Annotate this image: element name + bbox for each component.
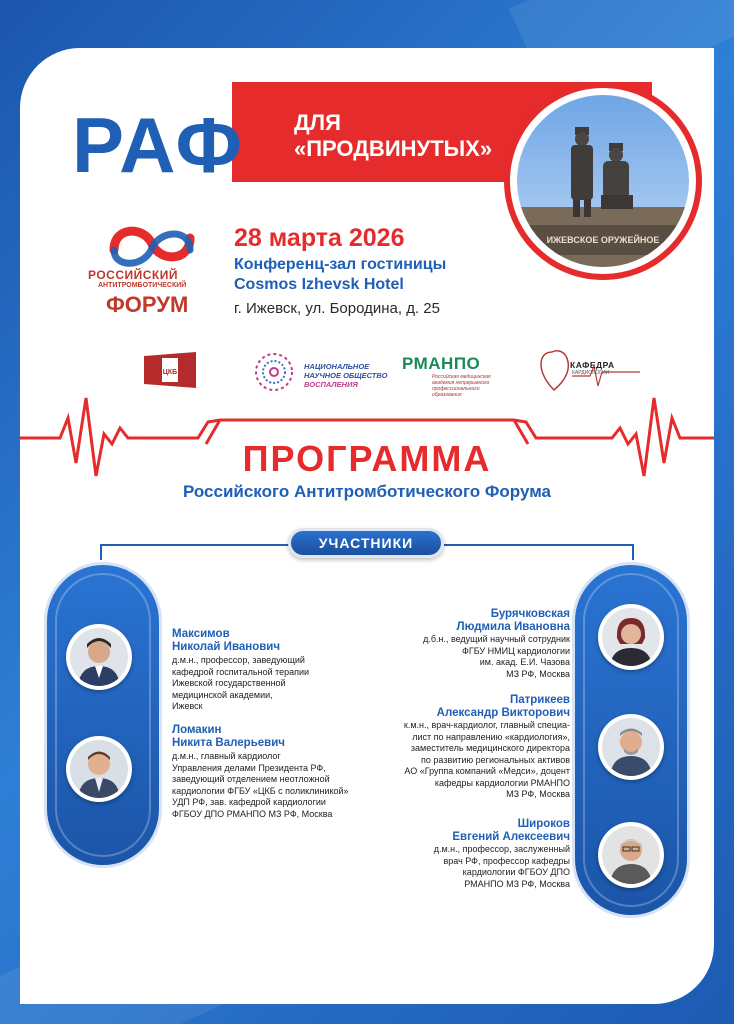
desc-line: им. акад. Е.И. Чазова bbox=[479, 657, 570, 667]
acronym-title: РАФ bbox=[72, 101, 245, 189]
avatar-buryachkovskaya bbox=[598, 604, 664, 670]
participant-name bbox=[350, 608, 570, 634]
partner-inflammation-line3: ВОСПАЛЕНИЯ bbox=[304, 380, 358, 389]
participant-given-name: Николай Иванович bbox=[172, 641, 281, 653]
desc-line: кардиологии ФГБОУ ДПО bbox=[462, 867, 570, 877]
participant-surname: Бурячковская bbox=[490, 608, 570, 620]
desc-line: д.м.н., главный кардиолог bbox=[172, 751, 281, 761]
desc-line: МЗ РФ, Москва bbox=[506, 789, 570, 799]
participant-description bbox=[172, 655, 372, 713]
desc-line: ФГБОУ ДПО РМАНПО МЗ РФ, Москва bbox=[172, 808, 333, 819]
connector-line-left bbox=[100, 544, 290, 546]
banner-line2: «ПРОДВИНУТЫХ» bbox=[294, 136, 493, 161]
participant-given-name: Александр Викторович bbox=[436, 707, 570, 719]
monument-plaque: ИЖЕВСКОЕ ОРУЖЕЙНОЕ bbox=[546, 235, 660, 245]
participant-surname: Патрикеев bbox=[509, 694, 570, 706]
desc-line: Ижевск bbox=[172, 701, 203, 711]
partner-inflammation-line1: НАЦИОНАЛЬНОЕ bbox=[304, 362, 370, 371]
forum-logo-line2: АНТИТРОМБОТИЧЕСКИЙ bbox=[98, 282, 187, 289]
participant-name bbox=[172, 724, 285, 750]
participant-given-name: Никита Валерьевич bbox=[172, 737, 285, 749]
connector-line-right bbox=[444, 544, 634, 546]
left-column-panel bbox=[44, 562, 162, 868]
desc-line: лист по направлению «кардиология», bbox=[412, 731, 570, 742]
event-venue-line1: Конференц-зал гостиницы bbox=[234, 256, 447, 273]
avatar-maksimov bbox=[66, 624, 132, 690]
partner-cardiology-sub: КАРДИОЛОГИИ bbox=[572, 370, 610, 376]
participant-description bbox=[350, 634, 570, 680]
participant-name bbox=[350, 818, 570, 844]
banner-text bbox=[294, 110, 492, 162]
participant-given-name: Людмила Ивановна bbox=[456, 621, 570, 633]
participant-given-name: Евгений Алексеевич bbox=[452, 831, 570, 843]
desc-line: д.м.н., профессор, заведующий bbox=[172, 655, 305, 665]
participant-description bbox=[350, 720, 570, 801]
forum-logo-line3: ФОРУМ bbox=[106, 292, 189, 317]
participant-description bbox=[350, 844, 570, 890]
desc-line: д.б.н., ведущий научный сотрудник bbox=[423, 634, 570, 644]
participant-surname: Ломакин bbox=[172, 724, 222, 736]
desc-line: д.м.н., профессор, заслуженный bbox=[433, 844, 570, 854]
partner-cardiology-name: КАФЕДРА bbox=[570, 360, 615, 370]
avatar-lomakin bbox=[66, 736, 132, 802]
desc-line: заместитель медицинского директора bbox=[410, 743, 570, 753]
forum-logo-line1: РОССИЙСКИЙ bbox=[88, 268, 179, 282]
partner-rmanpo-desc: Российская медицинская академия непрерывного профессионального образования bbox=[432, 374, 491, 398]
desc-line: кафедрой госпитальной терапии bbox=[172, 666, 310, 677]
banner-line1: ДЛЯ bbox=[294, 110, 341, 135]
connector-drop-right bbox=[632, 544, 634, 560]
participants-label: УЧАСТНИКИ bbox=[288, 528, 444, 558]
desc-line: Ижевской государственной bbox=[172, 678, 286, 688]
event-address: г. Ижевск, ул. Бородина, д. 25 bbox=[234, 300, 440, 317]
partner-inflammation-line2: НАУЧНОЕ ОБЩЕСТВО bbox=[304, 371, 388, 380]
program-subtitle: Российского Антитромботического Форума bbox=[182, 482, 552, 501]
participant-surname: Широков bbox=[517, 818, 570, 830]
participant-surname: Максимов bbox=[172, 628, 230, 640]
desc-line: ФГБУ НМИЦ кардиологии bbox=[462, 645, 570, 656]
participant-name bbox=[350, 694, 570, 720]
avatar-patrikeev bbox=[598, 714, 664, 780]
desc-line: медицинской академии, bbox=[172, 689, 273, 700]
desc-line: кафедры кардиологии РМАНПО bbox=[434, 777, 570, 788]
desc-line: врач РФ, профессор кафедры bbox=[443, 855, 570, 866]
monument-photo-frame bbox=[504, 82, 702, 280]
desc-line: к.м.н., врач-кардиолог, главный специа- bbox=[403, 720, 570, 730]
participant-name bbox=[172, 628, 280, 654]
desc-line: Управления делами Президента РФ, bbox=[172, 762, 326, 773]
event-date: 28 марта 2026 bbox=[234, 224, 405, 252]
connector-drop-left bbox=[100, 544, 102, 560]
desc-line: АО «Группа компаний «Медси», доцент bbox=[404, 766, 570, 776]
desc-line: заведующий отделением неотложной bbox=[172, 774, 330, 784]
avatar-shirokov bbox=[598, 822, 664, 888]
program-title: ПРОГРАММА bbox=[242, 438, 492, 479]
partner-ckb-label: ЦКБ bbox=[162, 369, 178, 376]
monument-photo bbox=[517, 95, 689, 267]
event-venue-line2: Cosmos Izhevsk Hotel bbox=[234, 276, 404, 293]
poster-card bbox=[20, 48, 714, 1004]
desc-line: РМАНПО МЗ РФ, Москва bbox=[464, 878, 570, 889]
partner-rmanpo-name: РМАНПО bbox=[402, 354, 481, 373]
desc-line: МЗ РФ, Москва bbox=[506, 668, 570, 679]
desc-line: УДП РФ, зав. кафедрой кардиологии bbox=[172, 797, 326, 807]
desc-line: кардиологии ФГБУ «ЦКБ с поликлиникой» bbox=[172, 785, 349, 796]
desc-line: по развитию региональных активов bbox=[421, 754, 570, 765]
